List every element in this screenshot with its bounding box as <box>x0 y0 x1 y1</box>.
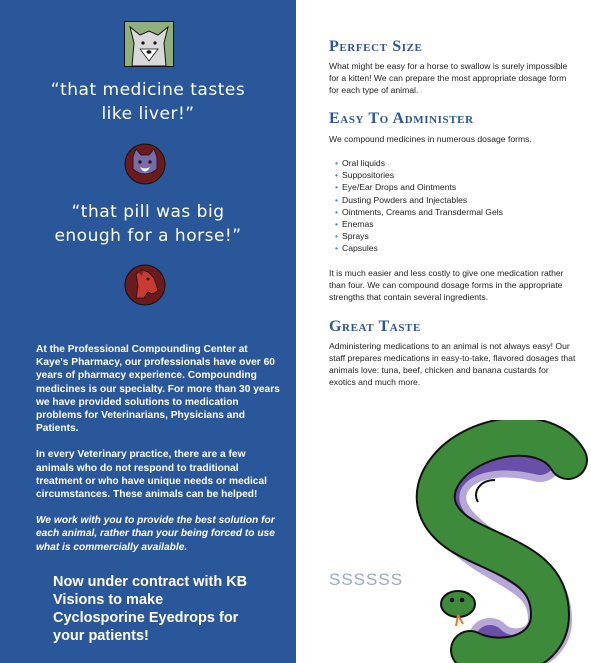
cat-icon <box>124 143 166 185</box>
list-item <box>335 194 503 206</box>
list-item <box>335 169 503 181</box>
great-taste-text: Administering medications to an animal is not always easy! Our staff prepares medications in easy-to-take, flavored dosages that animals love: tuna, beef, chicken and banana custards for exotics and much more. <box>329 341 576 387</box>
combination-text: It is much easier and less costly to give one medication rather than four. We can compound dosage forms in the appropriate strengths that contain several ingredients. <box>329 268 564 302</box>
easy-administer-text: We compound medicines in numerous dosage forms. <box>329 134 532 144</box>
easy-administer-heading: Easy To Administer <box>329 110 474 127</box>
great-taste-heading: Great Taste <box>329 318 421 335</box>
perfect-size-heading: Perfect Size <box>329 38 423 55</box>
list-item-label: Capsules <box>342 243 378 254</box>
list-item <box>335 218 503 230</box>
intro-text <box>36 343 281 567</box>
list-item-label: Sprays <box>342 231 369 242</box>
quote-line: “that pill was big <box>71 202 225 222</box>
solution-paragraph: We work with you to provide the best solution for each animal, rather than your being forced to use what is commercially available. <box>36 515 275 553</box>
bullet-icon: • <box>335 219 339 230</box>
dosage-forms-list <box>335 157 503 255</box>
list-item <box>335 157 503 169</box>
quote-line: like liver!” <box>101 104 195 124</box>
bullet-icon: • <box>335 158 339 168</box>
list-item-label: Oral liquids <box>342 158 386 168</box>
bullet-icon: • <box>335 170 339 181</box>
horse-icon <box>124 264 166 306</box>
quote-line: “that medicine tastes <box>50 80 246 100</box>
list-item-label: Dusting Powders and Injectables <box>342 194 468 205</box>
liver-quote <box>0 78 296 126</box>
wolf-icon <box>124 21 174 67</box>
bullet-icon: • <box>335 182 339 193</box>
list-item-label: Eye/Ear Drops and Ointments <box>342 182 457 193</box>
quote-line: enough for a horse!” <box>54 226 242 246</box>
contract-announcement: Now under contract with KB Visions to make Cyclosporine Eyedrops for your patients! <box>53 574 248 644</box>
bullet-icon: • <box>335 194 339 205</box>
list-item-label: Ointments, Creams and Transdermal Gels <box>342 206 503 217</box>
horse-pill-quote <box>0 200 296 248</box>
snake-hiss-text: SSSSSS <box>329 570 404 589</box>
bullet-icon: • <box>335 243 339 254</box>
list-item <box>335 206 503 218</box>
bullet-icon: • <box>335 231 339 242</box>
list-item <box>335 230 503 242</box>
list-item-label: Enemas <box>342 219 374 230</box>
list-item <box>335 181 503 193</box>
snake-illustration <box>400 420 590 663</box>
bullet-icon: • <box>335 206 339 217</box>
list-item-label: Suppositories <box>342 170 395 181</box>
practice-paragraph: In every Veterinary practice, there are a few animals who do not respond to traditional treatment or who have unique needs or medical circumstances. These animals can be helped! <box>36 449 267 501</box>
intro-paragraph: At the Professional Compounding Center at Kaye's Pharmacy, our professionals have over 60 years of pharmacy experience. Compounding medicines is our specialty. For more than 30 years we have provided solutions to medication problems for Veterinarians, Physicians and Patients. <box>36 344 280 435</box>
perfect-size-text: What might be easy for a horse to swallow is surely impossible for a kitten! We can prepare the most appropriate dosage form for each type of animal. <box>329 61 568 95</box>
list-item <box>335 242 503 254</box>
